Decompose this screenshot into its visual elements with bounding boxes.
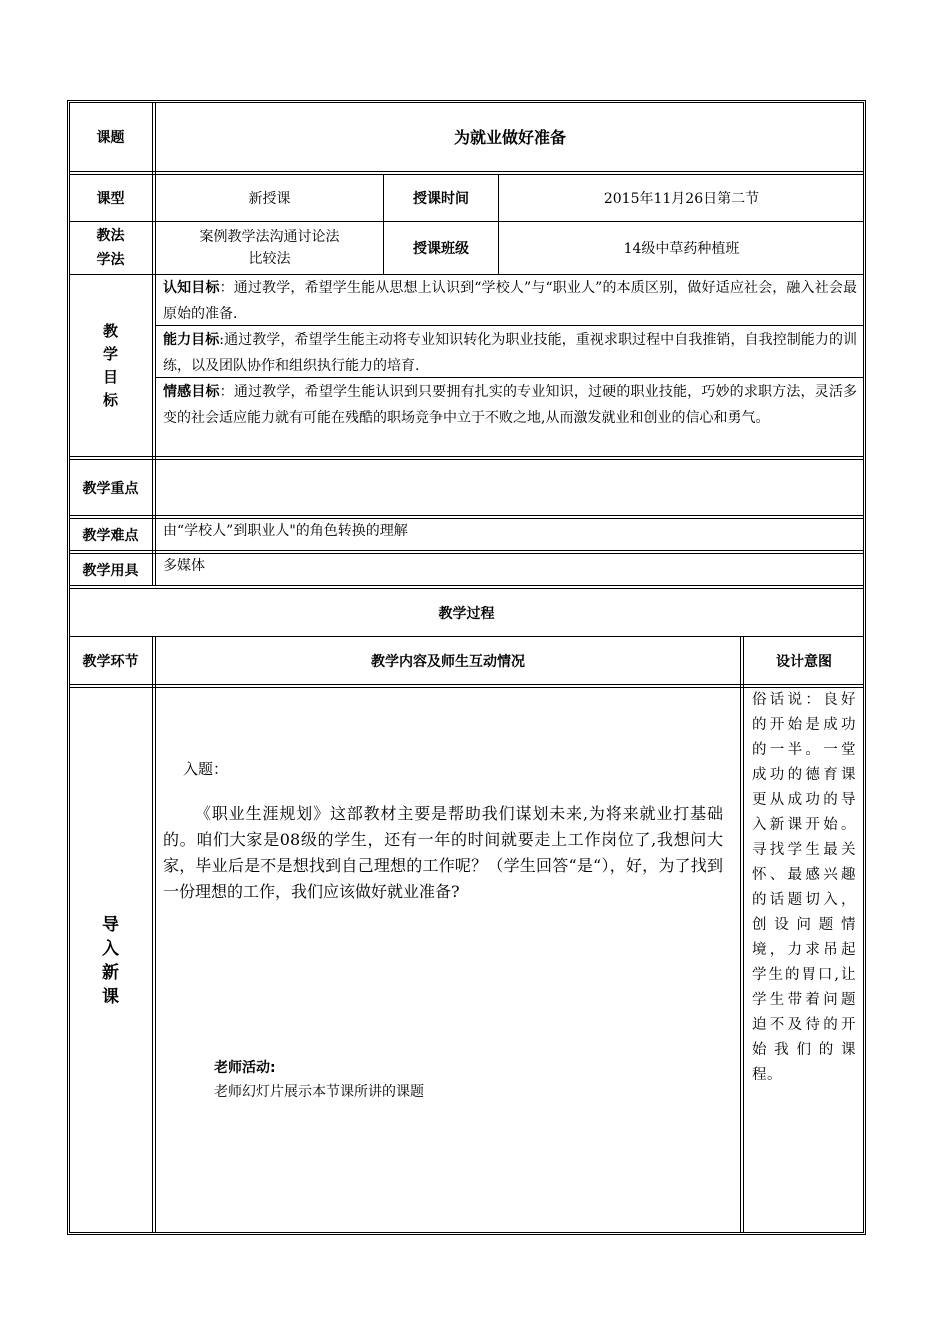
goal-title: 认知目标 (163, 280, 220, 296)
lesson-title: 为就业做好准备 (453, 128, 566, 147)
stage-label-char: 课 (102, 986, 119, 1007)
col-divider (155, 636, 156, 1233)
goals-label-char: 目 (102, 367, 118, 386)
row-divider (69, 515, 864, 516)
time-label: 授课时间 (413, 191, 469, 207)
class-label: 授课班级 (413, 241, 469, 257)
row-divider (69, 687, 864, 688)
col-divider (743, 636, 744, 1233)
goal-title: 能力目标 (163, 332, 220, 348)
row-divider (69, 456, 864, 457)
process-title: 教学过程 (438, 605, 495, 622)
time-value: 2015年11月26日第二节 (603, 191, 760, 207)
row-divider (69, 585, 864, 586)
row-divider (69, 171, 864, 172)
stage-label-char: 新 (102, 962, 119, 983)
goals-label-char: 教 (102, 321, 118, 340)
col-intent-header: 设计意图 (776, 653, 832, 670)
method-value-1: 案例教学法沟通讨论法 (199, 229, 340, 245)
type-value: 新授课 (248, 191, 291, 207)
intro-label: 入题： (183, 760, 229, 778)
tools-value: 多媒体 (163, 558, 205, 574)
goal-text: ：通过教学，希望学生能认识到只要拥有扎实的专业知识，过硬的职业技能，巧妙的求职方法，灵活多变的社会适应能力就有可能在残酷的职场竞争中立于不败之地,从而激发就业和创业的信心和勇气。 (163, 384, 858, 426)
stage-label-char: 导 (102, 914, 119, 935)
difficulty-value: 由“学校人”到职业人"的角色转换的理解 (163, 523, 408, 539)
difficulty-label: 教学难点 (82, 527, 139, 544)
key-point-label: 教学重点 (82, 480, 139, 497)
class-value: 14级中草药种植班 (623, 241, 740, 257)
goal-title: 情感目标 (163, 384, 220, 400)
col-stage-header: 教学环节 (82, 653, 139, 670)
method-value (156, 222, 383, 274)
goals-label-char: 学 (102, 344, 118, 363)
goal-text: :通过教学，希望学生能主动将专业知识转化为职业技能，重视求职过程中自我推销，自我控制能力的训练，以及团队协作和组织执行能力的培育. (163, 332, 858, 374)
method-label-2: 学法 (96, 252, 125, 268)
method-label (69, 222, 152, 274)
stage-label (69, 688, 152, 1233)
row-divider (155, 325, 864, 326)
design-intent-text: 俗话说：良好的开始是成功的一半。一堂成功的德育课更从成功的导入新课开始。寻找学生最关怀、最感兴趣的话题切入，创设问题情境，力求吊起学生的胃口,让学生带着问题迫不及待的开始我们的课程。 (752, 692, 856, 1083)
col-divider (152, 102, 153, 586)
teacher-activity-text: 老师幻灯片展示本节课所讲的课题 (214, 1084, 424, 1100)
goal-emotion (163, 379, 857, 456)
intro-text: 《职业生涯规划》这部教材主要是帮助我们谋划未来,为将来就业打基础的。咱们大家是08级的学生，还有一年的时间就要走上工作岗位了,我想问大家，毕业后是不是想找到自己理想的工作呢？（学生回答“是“），好，为了找到一份理想的工作，我们应该做好就业准备? (163, 804, 723, 901)
tools-label: 教学用具 (82, 562, 139, 579)
stage-label-char: 入 (102, 938, 119, 959)
col-divider (152, 636, 153, 1233)
col-divider (740, 636, 741, 1233)
goal-knowledge (163, 275, 857, 325)
method-label-1: 教法 (96, 228, 125, 244)
goal-text: ：通过教学，希望学生能从思想上认识到“学校人”与“职业人”的本质区别，做好适应社会，融入社会最原始的准备. (163, 280, 857, 322)
title-label: 课题 (96, 129, 125, 146)
row-divider (69, 550, 864, 551)
method-value-2: 比较法 (248, 251, 291, 267)
goal-ability (163, 327, 857, 377)
col-content-header: 教学内容及师生互动情况 (371, 653, 525, 670)
goals-label-char: 标 (102, 390, 118, 409)
goals-label (69, 275, 152, 456)
type-label: 课型 (96, 191, 125, 207)
row-divider (69, 459, 864, 460)
teacher-activity-label: 老师活动: (214, 1060, 276, 1076)
row-divider (69, 684, 864, 685)
